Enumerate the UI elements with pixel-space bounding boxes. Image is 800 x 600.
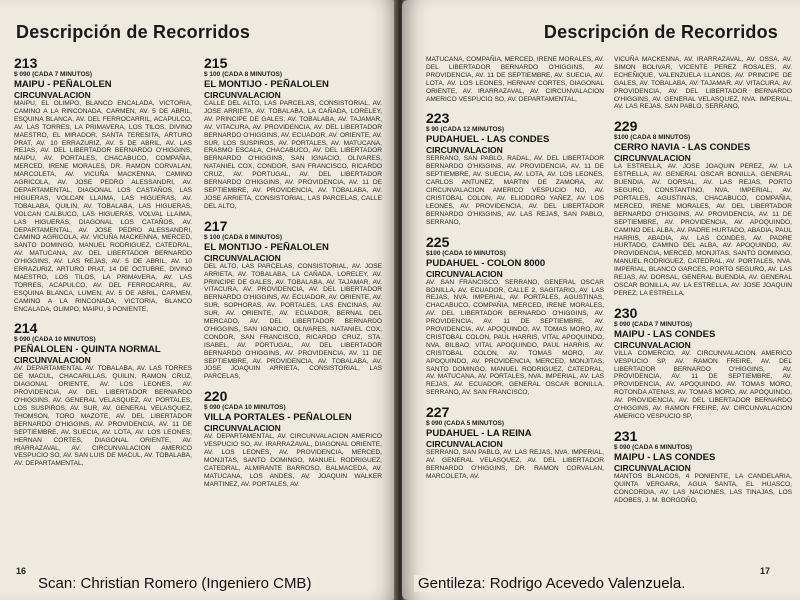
left-column-2: [204, 56, 382, 497]
route-fare: $ 100 (CADA 8 MINUTOS): [204, 71, 283, 78]
courtesy-credit: Gentileza: Rodrigo Acevedo Valenzuela.: [414, 575, 689, 592]
route-streets: SERRANO, SAN PABLO, RADAL, AV. DEL LIBERTADOR BERNARDO O'HIGGINS, AV. PROVIDENCIA, AV. 11 DE SEPTIEMBRE, AV. SUECIA, AV. LOTA, AV. LOS LEONES, CARLOS ANTUNEZ, MARTIN DE ZAMORA, AV. CIRCUNVALACION AMERICO VESPUCIO NO, AV. CRISTOBAL COLON, AV. ELIODORO YAÑEZ, AV. LOS LEONES, AV. PROVIDENCIA, AV. DEL LIBERTADOR BERNARDO O'HIGGINS, AV. LAS REJAS, SAN PABLO, SERRANO,: [426, 155, 604, 226]
route-streets: DEL ALTO, LAS PARCELAS, CONSISTORIAL, AV. JOSE ARRIETA, AV. TOBALABA, LA CAÑADA, LORELEY, AV. PRINCIPE DE GALES, AV. TOBALABA, AV. TAJAMAR, AV. VITACURA, AV. PROVIDENCIA, AV. DEL LIBERTADOR BERNARDO O'HIGGINS, AV. ECUADOR, AV. ORIENTE, AV. SUR, SOPHORAS, AV. PORTALES, LAS ENCINAS, AV. SUR, AV. ORIENTE, AV. ECUADOR, BERNAL DEL MERCADO, AV. DEL LIBERTADOR BERNARDO O'HIGGINS, SAN IGNACIO, OLIVARES, NATANIEL COX, CONDOR, SAN FRANCISCO, RICARDO CRUZ, STA. ISABEL, AV. PORTUGAL, AV. DEL LIBERTADOR BERNARDO O'HIGGINS, AV. PROVIDENCIA, AV. 11 DE SEPTIEMBRE, AV. PROVIDENCIA, AV. TOBALABA, AV. JOSE JOAQUIN ARRIETA, CONSISTORIAL, LAS PARCELAS,: [204, 262, 382, 381]
route-number: 231: [614, 427, 638, 444]
route-circuit-label: CIRCUNVALACION: [614, 462, 691, 473]
route-streets: MANTOS BLANCOS, 4 PONIENTE, LA CANDELARIA, QUINTA VERGARA, AGUA SANTA, EL HUASCO, CONCORDIA, AV. LAS NACIONES, LAS TINAJAS, LOS ADOBES, J. M. BORGOÑO,: [614, 472, 792, 504]
route-fare: $ 090 (CADA 7 MINUTOS): [14, 71, 93, 78]
route-circuit-label: CIRCUNVALACION: [204, 423, 281, 434]
route-streets: AV. DEPARTAMENTAL, AV. CIRCUNVALACION AMERICO VESPUCIO SO, AV. IRARRAZAVAL, DIAGONAL ORIENTE, AV. LOS LEONES, AV. PROVIDENCIA, MERCED, MONJITAS, SANTO DOMINGO, MANUEL RODRIGUEZ, CATEDRAL, ALMIRANTE BARROSO, BALMACEDA, AV. MATUCANA, LOS ANDES, AV. JOAQUIN WALKER MARTINEZ, AV. PORTALES, AV.: [204, 433, 382, 488]
route-name: MAIPU - PEÑALOLEN: [14, 79, 112, 90]
route-entry: [14, 56, 192, 313]
scan-credit: Scan: Christian Romero (Ingeniero CMB): [34, 575, 315, 592]
route-number: 215: [204, 55, 228, 71]
route-entry: [614, 56, 792, 111]
route-circuit-label: CIRCUNVALACION: [14, 355, 91, 366]
route-entry: [204, 389, 382, 488]
route-number: 213: [14, 55, 38, 71]
left-column-1: [14, 56, 192, 476]
route-fare: $ 090 (CADA 7 MINUTOS): [614, 320, 693, 328]
route-entry: [426, 405, 604, 481]
route-streets: VILLA COMERCIO, AV. CIRCUNVALACION AMERICO VESPUCIO SP, AV. RAMON FREIRE, AV. DEL LIBERTADOR BERNARDO O'HIGGINS, AV. PROVIDENCIA, AV. 11 DE SEPTIEMBRE, AV. PROVIDENCIA, AV. APOQUINDO, AV. TOMAS MORO, ROTONDA ATENAS, AV. TOMAS MORO, AV. APOQUINDO, AV. PROVIDENCIA, AV. DEL LIBERTADOR BERNARDO O'HIGGINS, AV. RAMON FREIRE, AV. CIRCUNVALACION AMERICO VESPUCIO SP,: [614, 349, 792, 420]
route-entry: [426, 111, 604, 226]
route-fare: $ 090 (CADA 5 MINUTOS): [426, 420, 505, 428]
route-name: EL MONTIJO - PEÑALOLEN: [204, 241, 329, 253]
route-fare: $ 100 (CADA 8 MINUTOS): [204, 233, 283, 241]
route-name: PUDAHUEL - LAS CONDES: [426, 134, 550, 146]
route-number: 230: [614, 304, 638, 321]
route-circuit-label: CIRCUNVALACION: [204, 90, 281, 100]
route-entry: [14, 321, 192, 468]
route-circuit-label: CIRCUNVALACION: [426, 145, 503, 156]
route-streets: AV. SAN FRANCISCO, SERRANO, GENERAL OSCAR BONILLA, AV. ECUADOR, CALLE 2, SAGITARIO, AV. LAS REJAS, NVA. IMPERIAL, AV. PORTALES, AGUSTINAS, CHACABUCO, COMPAÑIA, MERCED, IRENE MORALES, AV. DEL LIBERTADOR BERNARDO O'HIGGINS, AV. PROVIDENCIA, AV. 11 DE SEPTIEMBRE, AV. PROVIDENCIA, AV. APOQUINDO, AV. TOMAS MORO, AV. CRISTOBAL COLON, PAUL HARRIS, VITAL APOQUINDO, NVA. BILBAO, VITAL APOQUINDO, PAUL HARRIS, AV. CRISTOBAL COLON, AV. TOMAS MORO, AV. APOQUINDO, AV. PROVIDENCIA, MERCED, MONJITAS, SANTO DOMINGO, MANUEL RODRIGUEZ, CATEDRAL, AV. MATUCANA, AV. PORTALES, NVA. IMPERIAL, AV. LAS REJAS, AV. ECUADOR, GENERAL OSCAR BONILLA, SERRANO, AV. SAN FRANCISCO,: [426, 278, 604, 397]
route-entry: [204, 219, 382, 382]
route-entry: [614, 306, 792, 421]
route-name: PUDAHUEL - COLON 8000: [426, 257, 546, 269]
route-circuit-label: CIRCUNVALACION: [614, 153, 691, 164]
right-column-1: [426, 56, 604, 489]
route-entry: [426, 56, 604, 103]
page-title: Descripción de Recorridos: [16, 22, 251, 42]
route-name: EL MONTIJO - PEÑALOLEN: [204, 79, 329, 90]
route-circuit-label: CIRCUNVALACION: [614, 339, 691, 350]
route-number: 225: [426, 233, 450, 250]
route-name: PEÑALOLEN - QUINTA NORMAL: [14, 344, 161, 356]
route-fare: $ 090 (CADA 10 MINUTOS): [204, 404, 286, 412]
route-entry: [614, 429, 792, 505]
route-fare: $100 (CADA 10 MINUTOS): [426, 249, 506, 257]
route-number: 227: [426, 404, 450, 421]
route-number: 214: [14, 320, 38, 337]
route-fare: $100 (CADA 8 MINUTOS): [614, 134, 691, 142]
route-circuit-label: CIRCUNVALACION: [426, 439, 503, 450]
route-name: VILLA PORTALES - PEÑALOLEN: [204, 412, 352, 424]
route-number: 223: [426, 110, 450, 127]
page-number: 16: [16, 566, 27, 576]
route-streets: MAIPU, EL OLIMPO, BLANCO ENCALADA, VICTORIA, CAMINO A LA RINCONADA, CARMEN, AV. 5 DE ABRIL, ESQUINA BLANCA, AV. DEL FERROCARRIL, ACAPULCO, AV. LAS TORRES, LA PRIMAVERA, LOS TILOS, DIVINO MAESTRO, EL MIRADOR, SANTA TERESITA, ARTURO PRAT, AV. 10 ERRAZURIZ, AV. 5 DE ABRIL, AV. LAS REJAS, AV. DEL LIBERTADOR BERNARDO O'HIGGINS, MAIPU, AV. PORTALES, CHACABUCO, COMPAÑIA, MERCED, IRENE MORALES, DR. RAMON CORVALAN, MARCOLETA, AV. VICUÑA MACKENNA, CAMINO AGRICOLA, AV. JOSE PEDRO ALESSANDRI, AV. DEPARTAMENTAL, DIAGONAL LOS CASTAÑOS, LAS HIGUERAS, VOLCAN LLAIMA, LAS HIGUERAS, AV. TOBALABA, QUILIN, AV. TOBALABA, LAS HIGUERAS, VOLCAN CALBUCO, LAS HIGUERAS, VOLVAL LLAIMA, LAS HIGUERAS, DIAGONAL LOS CATAÑOS, AV. DEPARTAMENTAL, AV. JOSE PEDRO ALESSANDRI, CAMINO AGRICOLA, AV. VICUÑA MACKENNA, MERCED, SANTO DOMINGO, MANUEL RODRIGUEZ, CATEDRAL, AV. MATUCANA, AV. DEL LIBERTADOR BERNARDO O'HIGGINS, AV. LAS REJAS, AV. 5 DE ABRIL, AV. 10 ERRAZURIZ, ARTURO PRAT, 14 DE OCTUBRE, DIVINO MAESTRO, LOS TILOS, LA PRIMAVERA, AV. LAS TORRES, ACAPULCO, AV. DEL FERROCARRIL, AV. ESQUINA BLANCA, LUMEN, AV. 5 DE ABRIL, CARMEN, CAMINO A LA RINCONADA, VICTORIA, BLANCO ENCALADA, OLIMPO, MAIPU, 3 PONIENTE,: [14, 100, 192, 313]
route-circuit-label: CIRCUNVALACION: [14, 90, 91, 100]
route-streets: CALLE DEL ALTO, LAS PARCELAS, CONSISTORIAL, AV. JOSE ARRIETA, AV. TOBALABA, LA CAÑADA, LORELEY, AV. PRINCIPE DE GALES, AV. TOBALABA, AV. TAJAMAR, AV. VITACURA, AV. PROVIDENCIA, AV. DEL LIBERTADOR BERNARDO O'HIGGINS, AV. ECUADOR, AV. ORIENTE, AV. SUR, LOS SUSPIROS, AV. PORTALES, AV. MATUCANA, ERASMO ESCALA, CHACABUCO, AV. DEL LIBERTADOR BERNARDO O'HIGGINS, SAN IGNACIO, OLIVARES, NATANIEL COX, CONDOR, SAN FRANCISCO, RICARDO CRUZ, AV. PORTUGAL, AV. DEL LIBERTADOR BERNARDO O'HIGGINS, AV. PROVIDENCIA, AV. 11 DE SEPTIEMBRE, AV. PROVIDENCIA, AV. TOBALABA, AV. JOSE ARRIETA, CONSISTORIAL, LAS PARCELAS, CALLE DEL ALTO,: [204, 100, 382, 210]
route-fare: $ 090 (CADA 10 MINUTOS): [14, 336, 96, 344]
right-column-2: [614, 56, 792, 513]
left-page: [0, 0, 398, 600]
route-streets: LA ESTRELLA, AV. JOSE JOAQUIN PEREZ, AV. LA ESTRELLA, AV. GENERAL OSCAR BONILLA, GENERAL BUENDIA, AV. DORSAL, AV. LAS REJAS, PORTO SEGURO, CONSTANTINO, NVA. IMPERIAL, AV. PORTALES, AGUSTINAS, CHACABUCO, COMPAÑIA, MERCED, IRENE MORALES, AV. DEL LIBERTADOR BERNARDO O'HIGGINS, AV. PROVIDENCIA, AV. 11 DE SEPTIEMBRE, AV. PROVIDENCIA, AV. APOQUINDO, CAMINO DEL ALBA, AV. PADRE HURTADO, ABADIA, PAUL HARRIS, ABADIA, AV. LAS CONDES, AV. PADRE HURTADO, CAMINO DEL ALBA, AV. APOQUINDO, AV. PROVIDENCIA, MERCED, MONJITAS, SANTO DOMINGO, MANUEL RODRIGUEZ, CATEDRAL, AV. PORTALES, NVA. IMPERIAL, BLANCO GARCES, PORTO SEGURO, AV. LAS REJAS, AV. DORSAL, GENERAL BUENDIA, AV. GENERAL OSCAR BONILLA, AV. LA ESTRELLA, AV. JOSE JOAQUIN PEREZ, LA ESTRELLA,: [614, 163, 792, 297]
route-circuit-label: CIRCUNVALACION: [426, 268, 503, 279]
route-entry: [614, 119, 792, 297]
route-entry: [204, 56, 382, 211]
route-streets: MATUCANA, COMPAÑIA, MERCED, IRENE MORALES, AV. DEL LIBERTADOR BERNARDO O'HIGGINS, AV. PROVIDENCIA, AV. 11 DE SEPTIEMBRE, AV. SUECIA, AV. LOTA, AV. LOS LEONES, HERNAN CORTES, DIAGONAL ORIENTE, AV. IRARRAZAVAL, AV. CIRCUNVALACION AMERICO VESPUCIO SO, AV. DEPARTAMENTAL,: [426, 56, 604, 103]
route-name: MAIPU - LAS CONDES: [614, 451, 716, 463]
route-streets: AV. DEPARTAMENTAL AV. TOBALABA, AV. LAS TORRES DE MACUL, CHACARILLAS, QUILIN, RAMON CRUZ, DIAGONAL ORIENTE, AV. LOS LEONES, AV. PROVIDENCIA, AV. DEL LIBERTADOR BERNARDO O'HIGGINS, AV. GENERAL VELASQUEZ, AV. PORTALES, LOS SUSPIROS, AV. SUR, AV. GENERAL VELASQUEZ, THOMSON, TORO MAZOTE, AV. DEL LIBERTADOR BERNARDO O'HIGGINS, AV. PROVIDENCIA, AV. 11 DE SEPTIEMBRE, AV. SUECIA, AV. LOTA, AV. LOS LEONES, HERNAN CORTES, DIAGONAL ORIENTE, AV. IRARRAZAVAL, AV. CIRCUNVALACION AMERICO VESPUCIO SO, AV. SAN LUIS DE MACUL, AV. TOBALABA, AV. DEPARTAMENTAL,: [14, 365, 192, 468]
route-name: PUDAHUEL - LA REINA: [426, 428, 532, 440]
route-fare: $ 90 (CADA 12 MINUTOS): [426, 126, 505, 134]
route-circuit-label: CIRCUNVALACION: [204, 252, 281, 263]
right-page: [402, 0, 800, 600]
page-title: Descripción de Recorridos: [543, 22, 778, 42]
route-entry: [426, 235, 604, 398]
page-number: 17: [759, 566, 770, 576]
route-name: MAIPU - LAS CONDES: [614, 328, 716, 340]
route-streets: VICUÑA MACKENNA, AV. IRARRAZAVAL, AV. OSSA, AV. SIMON BOLIVAR, VICENTE PEREZ ROSALES, AV. ECHEÑIQUE, VALENZUELA LLANOS, AV. PRINCIPE DE GALES, AV. TOBALABA, AV. TAJAMAR, AV. VITACURA, AV. PROVIDENCIA, AV. DEL LIBERTADOR BERNARDO O'HIGGINS, AV. GENERAL VELASQUEZ, NVA. IMPERIAL, AV. LAS REJAS, SAN PABLO, SERRANO,: [614, 56, 792, 111]
route-number: 229: [614, 118, 638, 135]
route-name: CERRO NAVIA - LAS CONDES: [614, 142, 751, 154]
route-number: 217: [204, 217, 228, 234]
route-number: 220: [204, 388, 228, 405]
route-fare: $ 090 (CADA 6 MINUTOS): [614, 443, 693, 451]
route-streets: SERRANO, SAN PABLO, AV. LAS REJAS, NVA. IMPERIAL, AV. GENERAL VELASQUEZ, AV. DEL LIBERTADOR BERNARDO O'HIGGINS, DR. RAMON CORVALAN, MARCOLETA, AV.: [426, 449, 604, 480]
